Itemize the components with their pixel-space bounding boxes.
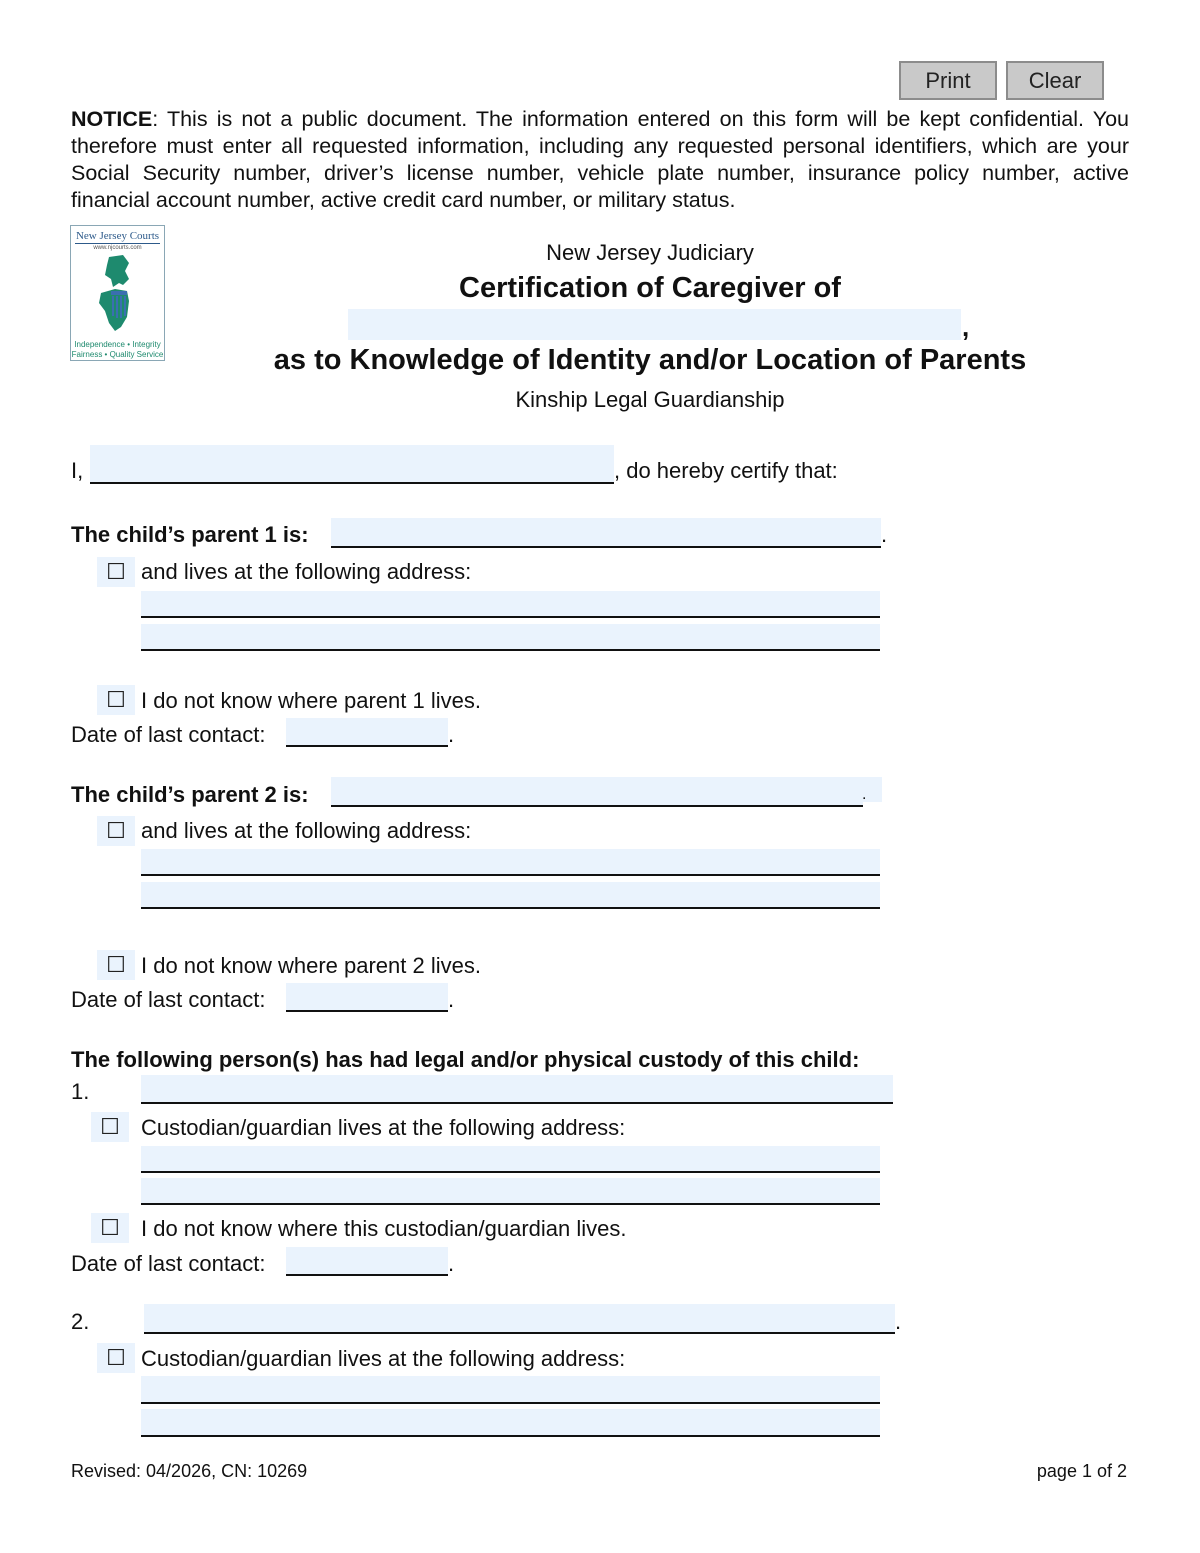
- print-button[interactable]: Print: [899, 61, 997, 100]
- custodian1-number: 1.: [71, 1079, 90, 1104]
- parent2-last-contact-label: Date of last contact:: [71, 987, 266, 1012]
- revision-info: Revised: 04/2026, CN: 10269: [71, 1461, 308, 1481]
- custodian1-address-line1[interactable]: [141, 1146, 880, 1173]
- custodian1-unknown-checkbox[interactable]: ☐: [91, 1213, 129, 1243]
- parent1-unknown-checkbox[interactable]: ☐: [97, 685, 135, 715]
- custodian1-address-option-label: Custodian/guardian lives at the following address:: [141, 1115, 626, 1140]
- custody-heading: The following person(s) has had legal and/or physical custody of this child:: [71, 1047, 860, 1072]
- custodian1-last-contact-label: Date of last contact:: [71, 1251, 266, 1276]
- parent1-last-contact-period: .: [448, 722, 455, 747]
- custodian2-number: 2.: [71, 1309, 90, 1334]
- page-number: page 1 of 2: [1036, 1461, 1127, 1481]
- parent2-name-field[interactable]: [331, 777, 863, 807]
- form-subtitle: Kinship Legal Guardianship: [515, 387, 785, 412]
- form-title-line1: Certification of Caregiver of: [459, 272, 841, 304]
- parent1-address-line2[interactable]: [141, 624, 880, 651]
- parent1-period: .: [881, 522, 888, 547]
- form-title-line2: as to Knowledge of Identity and/or Location of Parents: [273, 344, 1027, 376]
- certify-suffix: , do hereby certify that:: [614, 458, 838, 483]
- parent1-unknown-label: I do not know where parent 1 lives.: [141, 688, 481, 713]
- parent2-last-contact-field[interactable]: [286, 983, 448, 1012]
- parent2-last-contact-period: .: [448, 987, 455, 1012]
- judiciary-label: New Jersey Judiciary: [546, 240, 754, 265]
- custodian2-address-line1[interactable]: [141, 1376, 880, 1404]
- notice-text: : This is not a public document. The information entered on this form will be kept confidential. You therefore must enter all requested information, including any requested personal identifiers, which are your Social Security number, driver’s license number, vehicle plate number, insurance policy number, active financial account number, active credit card number, or military status.: [71, 107, 1129, 212]
- custodian1-last-contact-field[interactable]: [286, 1247, 448, 1276]
- certify-prefix: I,: [71, 458, 84, 483]
- title-comma: ,: [962, 312, 970, 342]
- custodian1-unknown-label: I do not know where this custodian/guardian lives.: [141, 1216, 627, 1241]
- custodian1-name-field[interactable]: [141, 1075, 893, 1104]
- parent1-label: The child’s parent 1 is:: [71, 522, 309, 547]
- child-name-field[interactable]: [348, 309, 961, 340]
- parent2-label: The child’s parent 2 is:: [71, 782, 309, 807]
- custodian2-address-line2[interactable]: [141, 1409, 880, 1437]
- logo-motto-2: Fairness • Quality Service: [71, 350, 164, 359]
- parent2-period: .: [862, 786, 867, 803]
- parent1-address-option-label: and lives at the following address:: [141, 559, 472, 584]
- custodian2-address-checkbox[interactable]: ☐: [97, 1343, 135, 1373]
- logo-name: New Jersey Courts: [75, 230, 160, 242]
- parent2-address-checkbox[interactable]: ☐: [97, 816, 135, 846]
- parent1-last-contact-field[interactable]: [286, 718, 448, 747]
- custodian1-last-contact-period: .: [448, 1251, 455, 1276]
- custodian1-address-checkbox[interactable]: ☐: [91, 1112, 129, 1142]
- custodian2-name-field[interactable]: [144, 1304, 895, 1334]
- parent1-name-field[interactable]: [331, 518, 881, 548]
- parent2-address-option-label: and lives at the following address:: [141, 818, 472, 843]
- confidentiality-notice: [71, 106, 1129, 214]
- logo-url: www.njcourts.com: [93, 245, 142, 251]
- parent2-unknown-checkbox[interactable]: ☐: [97, 950, 135, 980]
- parent2-unknown-label: I do not know where parent 2 lives.: [141, 953, 481, 978]
- parent1-address-checkbox[interactable]: ☐: [97, 557, 135, 587]
- custodian2-period: .: [895, 1309, 902, 1334]
- parent2-address-line2[interactable]: [141, 882, 880, 909]
- custodian2-address-option-label: Custodian/guardian lives at the following address:: [141, 1346, 626, 1371]
- custodian1-address-line2[interactable]: [141, 1178, 880, 1205]
- parent1-address-line1[interactable]: [141, 591, 880, 618]
- parent2-address-line1[interactable]: [141, 849, 880, 876]
- parent1-last-contact-label: Date of last contact:: [71, 722, 266, 747]
- clear-button[interactable]: Clear: [1006, 61, 1104, 100]
- notice-lead: NOTICE: [71, 107, 153, 131]
- caregiver-name-field[interactable]: [90, 445, 614, 484]
- logo-motto-1: Independence • Integrity: [74, 340, 161, 349]
